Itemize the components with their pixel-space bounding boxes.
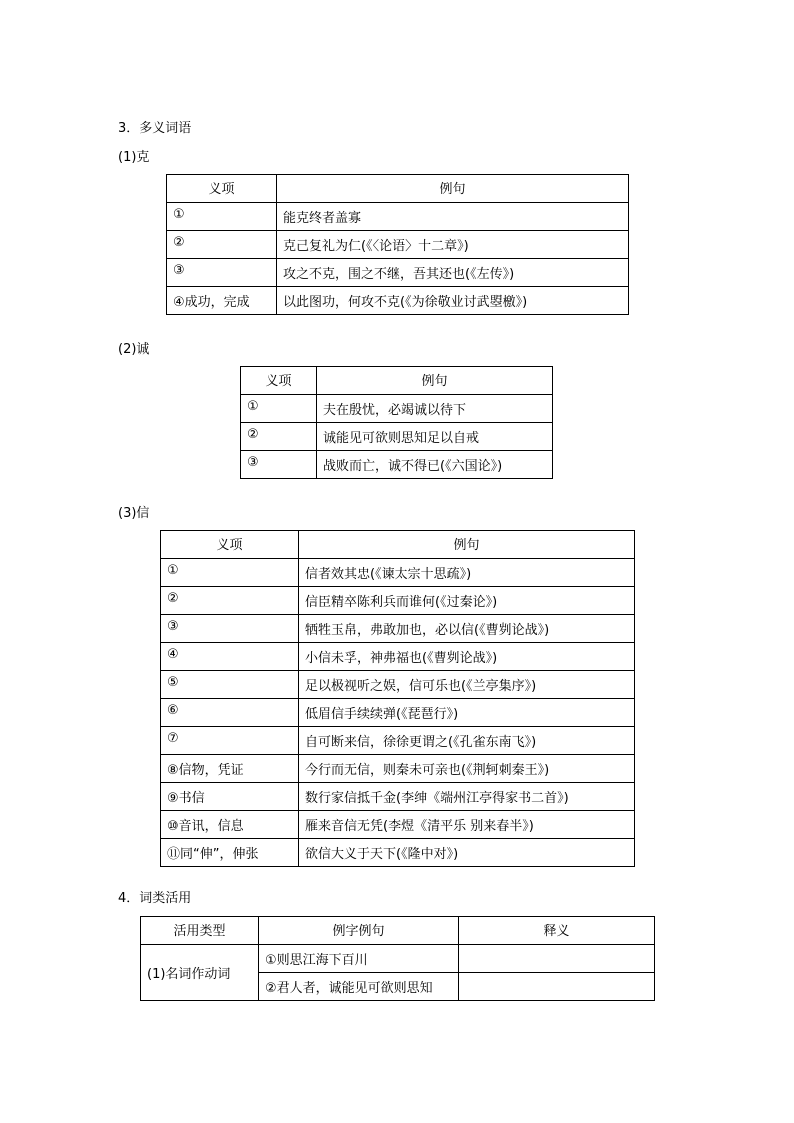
section-4-title: 4．词类活用 — [118, 891, 192, 906]
cell-liju: 牺牲玉帛，弗敢加也，必以信(《曹刿论战》) — [299, 615, 635, 643]
table-row — [167, 259, 629, 287]
table-row — [161, 755, 635, 783]
cell-liju: 数行家信抵千金(李绅《端州江亭得家书二首》) — [299, 783, 635, 811]
cell-liju: 克己复礼为仁(《〈论语〉十二章》) — [277, 231, 629, 259]
cell-yixiang: ① — [167, 203, 277, 231]
table-row — [161, 839, 635, 867]
cell-yixiang: ① — [161, 559, 299, 587]
table-row — [161, 699, 635, 727]
cell-liju: 足以极视听之娱，信可乐也(《兰亭集序》) — [299, 671, 635, 699]
cell-liju: 诚能见可欲则思知足以自戒 — [317, 423, 553, 451]
cell-liju: 信者效其忠(《谏太宗十思疏》) — [299, 559, 635, 587]
table-row — [167, 231, 629, 259]
table-row — [161, 727, 635, 755]
cell-liju: 低眉信手续续弹(《琵琶行》) — [299, 699, 635, 727]
cell-yixiang: ④ — [161, 643, 299, 671]
table-row — [241, 395, 553, 423]
cell-yixiang: ③ — [161, 615, 299, 643]
table-header-row — [167, 175, 629, 203]
cell-liju: 雁来音信无凭(李煜《清平乐 别来春半》) — [299, 811, 635, 839]
cell-liju: 能克终者盖寡 — [277, 203, 629, 231]
cell-yixiang: ② — [167, 231, 277, 259]
cell-type: (1)名词作动词 — [141, 945, 259, 1001]
table-header-row — [241, 367, 553, 395]
cell-liju: 今行而无信，则秦未可亲也(《荆轲刺秦王》) — [299, 755, 635, 783]
header-yixiang: 义项 — [241, 367, 317, 395]
cell-example: ②君人者，诚能见可欲则思知 — [259, 973, 459, 1001]
cell-yixiang: ⑦ — [161, 727, 299, 755]
header-meaning: 释义 — [459, 917, 655, 945]
cell-liju: 信臣精卒陈利兵而谁何(《过秦论》) — [299, 587, 635, 615]
section-3-title: 3．多义词语 — [118, 121, 192, 136]
cell-yixiang: ④成功，完成 — [167, 287, 277, 315]
cell-liju: 小信未孚，神弗福也(《曹刿论战》) — [299, 643, 635, 671]
table-row — [161, 587, 635, 615]
table-row — [141, 945, 655, 973]
table-row — [167, 287, 629, 315]
table-row — [161, 811, 635, 839]
table-row — [161, 783, 635, 811]
header-liju: 例句 — [277, 175, 629, 203]
header-yixiang: 义项 — [167, 175, 277, 203]
cell-meaning[interactable] — [459, 973, 655, 1001]
cell-liju: 以此图功，何攻不克(《为徐敬业讨武曌檄》) — [277, 287, 629, 315]
table-row — [161, 559, 635, 587]
cell-yixiang: ② — [241, 423, 317, 451]
header-liju: 例句 — [299, 531, 635, 559]
table-cheng — [240, 366, 553, 479]
cell-meaning[interactable] — [459, 945, 655, 973]
header-type: 活用类型 — [141, 917, 259, 945]
header-liju: 例句 — [317, 367, 553, 395]
table-ke — [166, 174, 629, 315]
table-cheng-label: (2)诚 — [118, 342, 150, 357]
cell-yixiang: ② — [161, 587, 299, 615]
table-row — [241, 451, 553, 479]
table-row — [161, 615, 635, 643]
cell-yixiang: ⑧信物，凭证 — [161, 755, 299, 783]
cell-yixiang: ⑩音讯，信息 — [161, 811, 299, 839]
table-row — [167, 203, 629, 231]
cell-yixiang: ⑥ — [161, 699, 299, 727]
table-row — [161, 671, 635, 699]
table-header-row — [141, 917, 655, 945]
table-header-row — [161, 531, 635, 559]
table-xin — [160, 530, 635, 867]
cell-liju: 攻之不克，围之不继，吾其还也(《左传》) — [277, 259, 629, 287]
cell-example: ①则思江海下百川 — [259, 945, 459, 973]
header-yixiang: 义项 — [161, 531, 299, 559]
cell-yixiang: ⑤ — [161, 671, 299, 699]
cell-yixiang: ⑪同“伸”，伸张 — [161, 839, 299, 867]
header-example: 例字例句 — [259, 917, 459, 945]
table-huoyong — [140, 916, 655, 1001]
cell-liju: 欲信大义于天下(《隆中对》) — [299, 839, 635, 867]
table-row — [161, 643, 635, 671]
cell-yixiang: ① — [241, 395, 317, 423]
table-ke-label: (1)克 — [118, 150, 150, 165]
cell-yixiang: ③ — [167, 259, 277, 287]
cell-liju: 自可断来信，徐徐更谓之(《孔雀东南飞》) — [299, 727, 635, 755]
cell-liju: 战败而亡，诚不得已(《六国论》) — [317, 451, 553, 479]
table-row — [241, 423, 553, 451]
cell-yixiang: ③ — [241, 451, 317, 479]
cell-liju: 夫在殷忧，必竭诚以待下 — [317, 395, 553, 423]
table-xin-label: (3)信 — [118, 506, 150, 521]
cell-yixiang: ⑨书信 — [161, 783, 299, 811]
